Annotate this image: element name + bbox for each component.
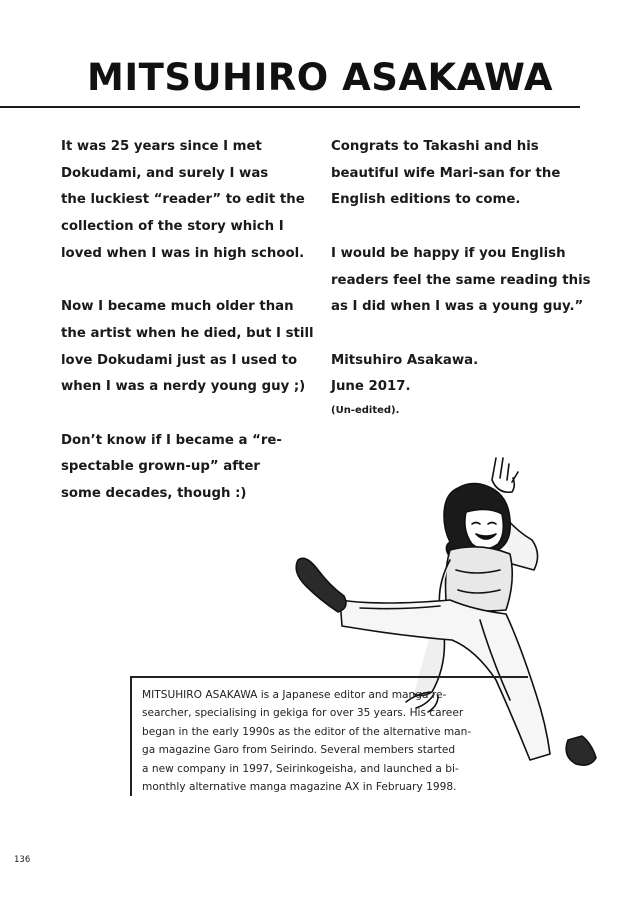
text-line: Dokudami, and surely I was [61, 165, 269, 181]
text-line: readers feel the same reading this [331, 272, 591, 288]
left-column [61, 134, 314, 508]
bio-line: searcher, specialising in gekiga for over 35 years. His career [142, 707, 464, 720]
bio-frame-top [130, 676, 528, 678]
text-line: when I was a nerdy young guy ;) [61, 379, 306, 395]
text-line: Don’t know if I became a “re- [61, 432, 282, 448]
page-title: MITSUHIRO ASAKAWA [87, 56, 553, 99]
unedited-note: (Un-edited). [331, 405, 400, 416]
text-line: collection of the story which I [61, 219, 284, 235]
text-line: the artist when he died, but I still [61, 325, 314, 341]
author-bio [142, 686, 502, 796]
bio-line: MITSUHIRO ASAKAWA is a Japanese editor and manga re- [142, 689, 447, 701]
page-number: 136 [14, 855, 31, 865]
bio-frame-left [130, 676, 132, 796]
text-line: love Dokudami just as I used to [61, 352, 298, 368]
bio-line: began in the early 1990s as the editor of the alternative man- [142, 725, 472, 738]
bio-line: a new company in 1997, Seirinkogeisha, and launched a bi- [142, 762, 459, 775]
text-line: spectable grown-up” after [61, 459, 260, 475]
right-column [331, 134, 591, 421]
bio-line: monthly alternative manga magazine AX in February 1998. [142, 781, 457, 794]
text-line: some decades, though :) [61, 486, 247, 502]
text-line: as I did when I was a young guy.” [331, 299, 584, 315]
text-line: beautiful wife Mari-san for the [331, 165, 561, 181]
text-line: English editions to come. [331, 192, 521, 208]
bio-line: ga magazine Garo from Seirindo. Several members started [142, 744, 456, 757]
text-line: Congrats to Takashi and his [331, 139, 539, 154]
text-line: It was 25 years since I met [61, 139, 262, 154]
text-line: Now I became much older than [61, 299, 294, 315]
signature-date: June 2017. [331, 379, 411, 395]
text-line: the luckiest “reader” to edit the [61, 192, 305, 208]
title-rule [0, 106, 580, 108]
signature-name: Mitsuhiro Asakawa. [331, 352, 479, 368]
text-line: I would be happy if you English [331, 245, 566, 261]
text-line: loved when I was in high school. [61, 245, 305, 261]
